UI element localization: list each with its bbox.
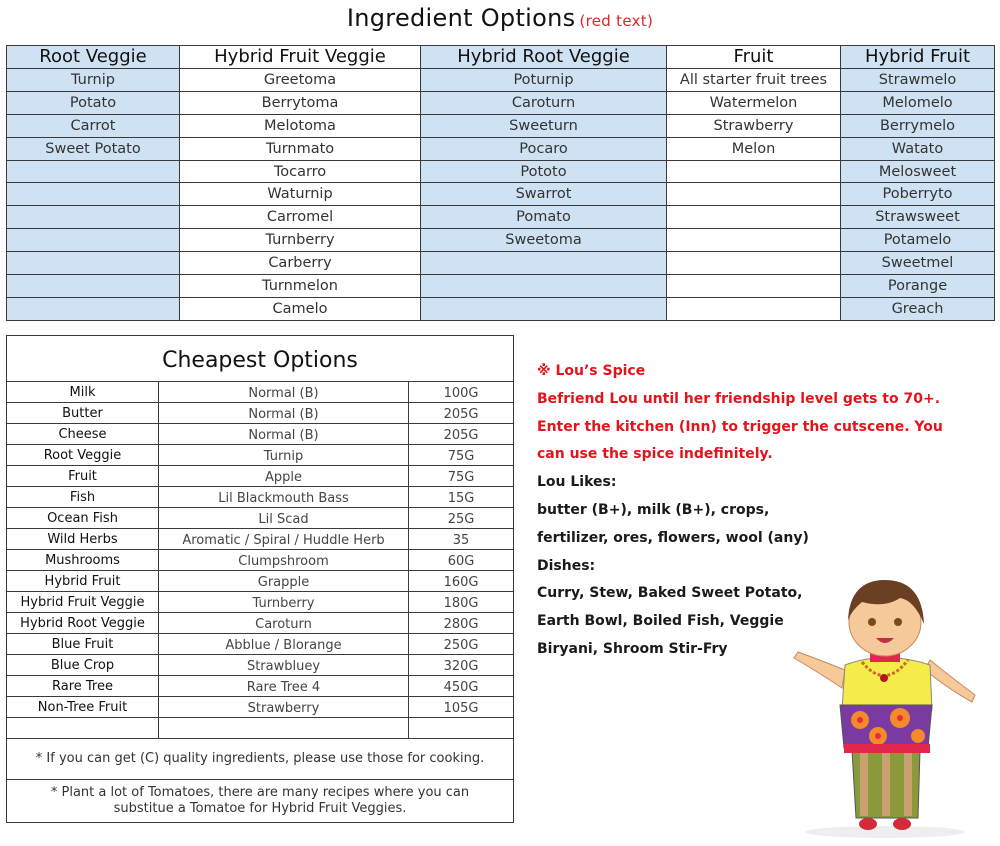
table-row-empty xyxy=(7,718,514,739)
item-cell: Lil Blackmouth Bass xyxy=(159,487,409,508)
price-cell: 160G xyxy=(409,571,514,592)
item-cell: Clumpshroom xyxy=(159,550,409,571)
price-cell: 15G xyxy=(409,487,514,508)
item-cell: Normal (B) xyxy=(159,424,409,445)
item-cell: Turnip xyxy=(159,445,409,466)
price-cell: 180G xyxy=(409,592,514,613)
table-cell xyxy=(7,229,180,252)
page-title xyxy=(0,4,1000,32)
table-cell xyxy=(667,229,841,252)
table-cell: Turnmato xyxy=(180,137,421,160)
table-cell: Camelo xyxy=(180,297,421,320)
table-cell: Poturnip xyxy=(421,69,667,92)
table-cell: Berrytoma xyxy=(180,91,421,114)
price-cell: 25G xyxy=(409,508,514,529)
item-cell: Rare Tree 4 xyxy=(159,676,409,697)
table-row xyxy=(7,445,514,466)
price-cell: 75G xyxy=(409,466,514,487)
table-row xyxy=(7,655,514,676)
table-cell xyxy=(7,160,180,183)
lou-spice-instruction: Enter the kitchen (Inn) to trigger the cutscene. You xyxy=(537,418,943,435)
item-cell: Strawbluey xyxy=(159,655,409,676)
table-row xyxy=(7,550,514,571)
table-row xyxy=(7,424,514,445)
table-row xyxy=(7,69,995,92)
table-cell: Melotoma xyxy=(180,114,421,137)
table-cell: Carromel xyxy=(180,206,421,229)
lou-likes-line: butter (B+), milk (B+), crops, xyxy=(537,501,770,518)
table-row xyxy=(7,275,995,298)
table-cell: Sweetmel xyxy=(841,252,995,275)
table-row xyxy=(7,508,514,529)
lou-spice-heading: ※ Lou’s Spice xyxy=(537,363,646,379)
table-cell: All starter fruit trees xyxy=(667,69,841,92)
category-cell: Ocean Fish xyxy=(7,508,159,529)
category-cell: Milk xyxy=(7,382,159,403)
table-cell xyxy=(7,275,180,298)
item-cell: Lil Scad xyxy=(159,508,409,529)
table-cell: Tocarro xyxy=(180,160,421,183)
category-cell: Butter xyxy=(7,403,159,424)
page-title-note: (red text) xyxy=(579,12,654,30)
footnote-tomatoes-line1: * Plant a lot of Tomatoes, there are many recipes where you can xyxy=(50,784,470,800)
table-cell: Potato xyxy=(7,91,180,114)
category-cell: Rare Tree xyxy=(7,676,159,697)
table-row xyxy=(7,403,514,424)
lou-spice-instruction: can use the spice indefinitely. xyxy=(537,446,773,463)
category-cell: Non-Tree Fruit xyxy=(7,697,159,718)
table-cell: Greach xyxy=(841,297,995,320)
lou-dishes-label: Dishes: xyxy=(537,557,596,574)
table-cell: Greetoma xyxy=(180,69,421,92)
col-header-fruit: Fruit xyxy=(667,46,841,69)
lou-dishes-line: Biryani, Shroom Stir-Fry xyxy=(537,640,728,657)
category-cell: Blue Fruit xyxy=(7,634,159,655)
table-cell: Pomato xyxy=(421,206,667,229)
table-cell: Watermelon xyxy=(667,91,841,114)
lou-spice-instruction: Befriend Lou until her friendship level gets to 70+. xyxy=(537,390,941,407)
price-cell: 450G xyxy=(409,676,514,697)
table-cell: Strawsweet xyxy=(841,206,995,229)
item-cell: Apple xyxy=(159,466,409,487)
price-cell: 280G xyxy=(409,613,514,634)
category-cell: Blue Crop xyxy=(7,655,159,676)
table-row xyxy=(7,229,995,252)
table-cell: Sweetoma xyxy=(421,229,667,252)
table-cell xyxy=(7,206,180,229)
table-cell: Melosweet xyxy=(841,160,995,183)
footnote-quality: * If you can get (C) quality ingredients, please use those for cooking. xyxy=(7,738,514,779)
price-cell: 205G xyxy=(409,403,514,424)
table-cell xyxy=(421,275,667,298)
table-cell: Berrymelo xyxy=(841,114,995,137)
table-cell: Caroturn xyxy=(421,91,667,114)
table-cell: Swarrot xyxy=(421,183,667,206)
item-cell: Strawberry xyxy=(159,697,409,718)
table-row xyxy=(7,634,514,655)
table-cell: Turnberry xyxy=(180,229,421,252)
table-row xyxy=(7,160,995,183)
table-row xyxy=(7,592,514,613)
table-cell: Carberry xyxy=(180,252,421,275)
table-cell: Melomelo xyxy=(841,91,995,114)
cheapest-options-table xyxy=(6,335,514,823)
table-cell xyxy=(667,275,841,298)
table-cell: Waturnip xyxy=(180,183,421,206)
item-cell: Caroturn xyxy=(159,613,409,634)
category-cell: Hybrid Fruit xyxy=(7,571,159,592)
table-row xyxy=(7,676,514,697)
table-cell: Turnip xyxy=(7,69,180,92)
table-cell: Sweeturn xyxy=(421,114,667,137)
price-cell: 250G xyxy=(409,634,514,655)
table-cell: Watato xyxy=(841,137,995,160)
table-row xyxy=(7,114,995,137)
table-cell xyxy=(7,252,180,275)
table-cell xyxy=(667,206,841,229)
category-cell: Wild Herbs xyxy=(7,529,159,550)
lou-dishes-line: Curry, Stew, Baked Sweet Potato, xyxy=(537,585,803,602)
table-cell: Sweet Potato xyxy=(7,137,180,160)
table-row xyxy=(7,571,514,592)
price-cell: 320G xyxy=(409,655,514,676)
item-cell: Aromatic / Spiral / Huddle Herb xyxy=(159,529,409,550)
table-cell: Strawberry xyxy=(667,114,841,137)
table-cell xyxy=(7,183,180,206)
table-row xyxy=(7,382,514,403)
ingredient-options-table xyxy=(6,45,995,321)
table-cell xyxy=(421,297,667,320)
category-cell: Hybrid Fruit Veggie xyxy=(7,592,159,613)
col-header-hybrid-fruit-veggie: Hybrid Fruit Veggie xyxy=(180,46,421,69)
table-cell: Carrot xyxy=(7,114,180,137)
table-cell: Porange xyxy=(841,275,995,298)
table-cell: Melon xyxy=(667,137,841,160)
table-header-row xyxy=(7,46,995,69)
category-cell: Fish xyxy=(7,487,159,508)
category-cell: Fruit xyxy=(7,466,159,487)
table-cell xyxy=(667,160,841,183)
table-cell: Potamelo xyxy=(841,229,995,252)
table-cell xyxy=(667,297,841,320)
table-row xyxy=(7,137,995,160)
category-cell xyxy=(7,718,159,739)
table-cell: Pocaro xyxy=(421,137,667,160)
table-cell: Pototo xyxy=(421,160,667,183)
table-row xyxy=(7,183,995,206)
item-cell: Normal (B) xyxy=(159,403,409,424)
table-row xyxy=(7,297,995,320)
price-cell xyxy=(409,718,514,739)
category-cell: Mushrooms xyxy=(7,550,159,571)
page-title-main: Ingredient Options xyxy=(346,4,576,32)
table-row xyxy=(7,466,514,487)
table-row xyxy=(7,206,995,229)
table-row xyxy=(7,487,514,508)
table-row xyxy=(7,613,514,634)
item-cell: Abblue / Blorange xyxy=(159,634,409,655)
lou-likes-label: Lou Likes: xyxy=(537,474,617,491)
price-cell: 75G xyxy=(409,445,514,466)
category-cell: Cheese xyxy=(7,424,159,445)
table-cell: Turnmelon xyxy=(180,275,421,298)
table-row xyxy=(7,697,514,718)
item-cell: Turnberry xyxy=(159,592,409,613)
item-cell xyxy=(159,718,409,739)
lou-dishes-line: Earth Bowl, Boiled Fish, Veggie xyxy=(537,613,784,630)
item-cell: Normal (B) xyxy=(159,382,409,403)
table-cell xyxy=(421,252,667,275)
table-row xyxy=(7,529,514,550)
table-cell xyxy=(7,297,180,320)
table-row xyxy=(7,252,995,275)
table-cell xyxy=(667,183,841,206)
col-header-root-veggie: Root Veggie xyxy=(7,46,180,69)
lou-likes-line: fertilizer, ores, flowers, wool (any) xyxy=(537,529,809,546)
price-cell: 35 xyxy=(409,529,514,550)
footnote-tomatoes-line2: substitue a Tomatoe for Hybrid Fruit Veggies. xyxy=(113,800,407,816)
footnote-tomatoes xyxy=(7,779,514,822)
category-cell: Root Veggie xyxy=(7,445,159,466)
price-cell: 60G xyxy=(409,550,514,571)
col-header-hybrid-fruit: Hybrid Fruit xyxy=(841,46,995,69)
table-row xyxy=(7,91,995,114)
table-cell: Strawmelo xyxy=(841,69,995,92)
item-cell: Grapple xyxy=(159,571,409,592)
price-cell: 100G xyxy=(409,382,514,403)
cheapest-options-title: Cheapest Options xyxy=(7,336,514,382)
lou-character-illustration xyxy=(790,560,980,840)
table-cell xyxy=(667,252,841,275)
price-cell: 205G xyxy=(409,424,514,445)
category-cell: Hybrid Root Veggie xyxy=(7,613,159,634)
price-cell: 105G xyxy=(409,697,514,718)
col-header-hybrid-root-veggie: Hybrid Root Veggie xyxy=(421,46,667,69)
table-cell: Poberryto xyxy=(841,183,995,206)
